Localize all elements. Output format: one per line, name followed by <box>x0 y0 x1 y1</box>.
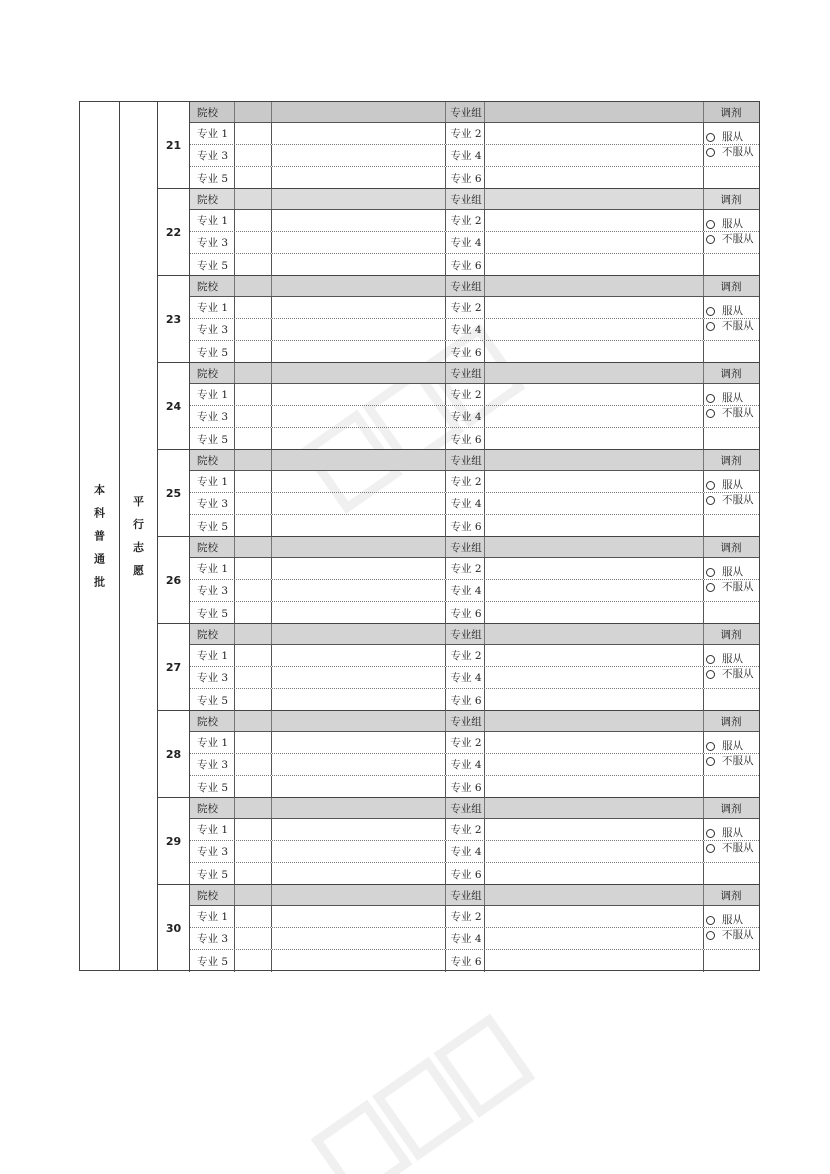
choice-group <box>158 276 759 363</box>
major-label: 专业 5 <box>197 781 229 794</box>
not-obey-option[interactable] <box>703 319 759 334</box>
not-obey-label: 不服从 <box>722 407 754 419</box>
major-group-label: 专业组 <box>450 628 482 641</box>
major-label: 专业 4 <box>450 759 482 771</box>
mode-char: 平 <box>133 495 144 508</box>
not-obey-label: 不服从 <box>722 581 754 593</box>
major-label: 专业 1 <box>197 911 229 923</box>
major-label: 专业 3 <box>197 498 229 510</box>
major-row <box>190 841 759 863</box>
major-label: 专业 3 <box>197 846 229 858</box>
major-label: 专业 1 <box>197 476 229 488</box>
obey-option[interactable] <box>703 478 759 493</box>
not-obey-option[interactable] <box>703 928 759 943</box>
not-obey-option[interactable] <box>703 493 759 508</box>
radio-circle-icon[interactable] <box>706 916 715 925</box>
major-row <box>190 950 759 972</box>
major-group-label: 专业组 <box>450 541 482 554</box>
adjust-label: 调剂 <box>720 802 742 815</box>
major-label: 专业 3 <box>197 933 229 945</box>
adjust-options <box>703 819 759 863</box>
choice-group <box>158 189 759 276</box>
group-header-row <box>190 885 759 906</box>
major-row <box>190 515 759 537</box>
group-header-row <box>190 102 759 123</box>
school-label: 院校 <box>197 541 218 554</box>
major-group-label: 专业组 <box>450 280 482 293</box>
major-label: 专业 5 <box>197 955 229 968</box>
not-obey-option[interactable] <box>703 406 759 421</box>
major-label: 专业 1 <box>197 650 229 662</box>
major-label: 专业 2 <box>450 650 482 662</box>
adjust-label: 调剂 <box>720 541 742 554</box>
major-group-label: 专业组 <box>450 193 482 206</box>
major-label: 专业 5 <box>197 607 229 620</box>
radio-circle-icon[interactable] <box>706 742 715 751</box>
major-row <box>190 493 759 515</box>
choice-number: 23 <box>158 276 190 362</box>
major-row <box>190 232 759 254</box>
major-label: 专业 1 <box>197 128 229 140</box>
major-label: 专业 3 <box>197 672 229 684</box>
choice-group <box>158 363 759 450</box>
major-group-label: 专业组 <box>450 715 482 728</box>
obey-label: 服从 <box>722 827 743 839</box>
adjust-options <box>703 906 759 950</box>
major-label: 专业 2 <box>450 389 482 401</box>
radio-circle-icon[interactable] <box>706 409 715 418</box>
not-obey-label: 不服从 <box>722 668 754 680</box>
obey-option[interactable] <box>703 130 759 145</box>
major-group-label: 专业组 <box>450 802 482 815</box>
major-label: 专业 6 <box>450 781 482 794</box>
mode-char: 志 <box>133 541 144 554</box>
not-obey-label: 不服从 <box>722 146 754 158</box>
major-group-label: 专业组 <box>450 454 482 467</box>
adjust-label: 调剂 <box>720 280 742 293</box>
obey-option[interactable] <box>703 217 759 232</box>
radio-circle-icon[interactable] <box>706 133 715 142</box>
major-label: 专业 1 <box>197 737 229 749</box>
choice-group <box>158 798 759 885</box>
radio-circle-icon[interactable] <box>706 829 715 838</box>
adjust-options <box>703 297 759 341</box>
group-header-row <box>190 450 759 471</box>
not-obey-label: 不服从 <box>722 755 754 767</box>
choice-groups <box>158 102 759 970</box>
major-label: 专业 5 <box>197 694 229 707</box>
major-row <box>190 863 759 885</box>
choice-group <box>158 885 759 972</box>
major-row <box>190 341 759 363</box>
adjust-options <box>703 123 759 167</box>
major-label: 专业 4 <box>450 585 482 597</box>
choice-number: 24 <box>158 363 190 449</box>
choice-number: 21 <box>158 102 190 188</box>
radio-circle-icon[interactable] <box>706 481 715 490</box>
adjust-options <box>703 471 759 515</box>
radio-circle-icon[interactable] <box>706 568 715 577</box>
major-label: 专业 6 <box>450 346 482 359</box>
major-row <box>190 689 759 711</box>
batch-char: 本 <box>94 483 105 497</box>
major-label: 专业 4 <box>450 237 482 249</box>
obey-label: 服从 <box>722 653 743 665</box>
school-label: 院校 <box>197 193 218 206</box>
adjust-label: 调剂 <box>720 454 742 467</box>
radio-circle-icon[interactable] <box>706 235 715 244</box>
major-label: 专业 2 <box>450 302 482 314</box>
radio-circle-icon[interactable] <box>706 394 715 403</box>
radio-circle-icon[interactable] <box>706 583 715 592</box>
group-header-row <box>190 798 759 819</box>
major-label: 专业 1 <box>197 302 229 314</box>
adjust-options <box>703 732 759 776</box>
major-row <box>190 145 759 167</box>
radio-circle-icon[interactable] <box>706 931 715 940</box>
major-label: 专业 6 <box>450 172 482 185</box>
choice-number: 27 <box>158 624 190 710</box>
radio-circle-icon[interactable] <box>706 844 715 853</box>
obey-label: 服从 <box>722 566 743 578</box>
choice-number: 22 <box>158 189 190 275</box>
adjust-label: 调剂 <box>720 715 742 728</box>
major-label: 专业 6 <box>450 694 482 707</box>
radio-circle-icon[interactable] <box>706 757 715 766</box>
obey-label: 服从 <box>722 305 743 317</box>
choice-number: 30 <box>158 885 190 972</box>
major-label: 专业 5 <box>197 868 229 881</box>
group-header-row <box>190 711 759 732</box>
major-label: 专业 4 <box>450 672 482 684</box>
adjust-label: 调剂 <box>720 367 742 380</box>
major-row <box>190 167 759 189</box>
major-row <box>190 471 759 493</box>
adjust-label: 调剂 <box>720 106 742 119</box>
batch-char: 科 <box>94 506 105 520</box>
obey-label: 服从 <box>722 392 743 404</box>
adjust-options <box>703 645 759 689</box>
major-label: 专业 5 <box>197 346 229 359</box>
school-label: 院校 <box>197 106 218 119</box>
major-label: 专业 4 <box>450 324 482 336</box>
major-group-label: 专业组 <box>450 367 482 380</box>
major-label: 专业 6 <box>450 607 482 620</box>
major-row <box>190 819 759 841</box>
not-obey-label: 不服从 <box>722 494 754 506</box>
not-obey-option[interactable] <box>703 667 759 682</box>
obey-label: 服从 <box>722 479 743 491</box>
major-row <box>190 667 759 689</box>
major-row <box>190 776 759 798</box>
choice-number: 26 <box>158 537 190 623</box>
obey-option[interactable] <box>703 304 759 319</box>
major-label: 专业 1 <box>197 824 229 836</box>
batch-char: 通 <box>94 552 105 566</box>
obey-label: 服从 <box>722 740 743 752</box>
adjust-options <box>703 210 759 254</box>
major-label: 专业 5 <box>197 259 229 272</box>
obey-label: 服从 <box>722 218 743 230</box>
choice-group <box>158 102 759 189</box>
group-header-row <box>190 363 759 384</box>
major-label: 专业 3 <box>197 759 229 771</box>
major-label: 专业 6 <box>450 520 482 533</box>
not-obey-option[interactable] <box>703 580 759 595</box>
major-row <box>190 210 759 232</box>
major-label: 专业 4 <box>450 498 482 510</box>
batch-column <box>80 102 120 970</box>
obey-label: 服从 <box>722 914 743 926</box>
major-label: 专业 6 <box>450 433 482 446</box>
major-row <box>190 558 759 580</box>
adjust-label: 调剂 <box>720 628 742 641</box>
major-label: 专业 1 <box>197 563 229 575</box>
major-row <box>190 428 759 450</box>
major-label: 专业 4 <box>450 150 482 162</box>
major-row <box>190 645 759 667</box>
not-obey-option[interactable] <box>703 754 759 769</box>
major-label: 专业 1 <box>197 215 229 227</box>
radio-circle-icon[interactable] <box>706 148 715 157</box>
major-label: 专业 6 <box>450 955 482 968</box>
choice-number: 25 <box>158 450 190 536</box>
not-obey-label: 不服从 <box>722 929 754 941</box>
obey-option[interactable] <box>703 391 759 406</box>
major-group-label: 专业组 <box>450 106 482 119</box>
mode-label <box>120 490 157 582</box>
obey-option[interactable] <box>703 913 759 928</box>
school-label: 院校 <box>197 454 218 467</box>
not-obey-label: 不服从 <box>722 233 754 245</box>
mode-column <box>120 102 158 970</box>
choice-group <box>158 537 759 624</box>
not-obey-option[interactable] <box>703 841 759 856</box>
group-header-row <box>190 537 759 558</box>
radio-circle-icon[interactable] <box>706 670 715 679</box>
batch-label <box>80 479 119 594</box>
major-row <box>190 406 759 428</box>
major-label: 专业 2 <box>450 215 482 227</box>
school-label: 院校 <box>197 367 218 380</box>
choice-number: 28 <box>158 711 190 797</box>
group-header-row <box>190 276 759 297</box>
major-label: 专业 3 <box>197 411 229 423</box>
major-group-label: 专业组 <box>450 889 482 902</box>
radio-circle-icon[interactable] <box>706 655 715 664</box>
major-row <box>190 732 759 754</box>
major-row <box>190 580 759 602</box>
obey-option[interactable] <box>703 565 759 580</box>
choice-group <box>158 450 759 537</box>
major-label: 专业 4 <box>450 846 482 858</box>
major-label: 专业 3 <box>197 150 229 162</box>
adjust-label: 调剂 <box>720 193 742 206</box>
major-label: 专业 6 <box>450 259 482 272</box>
not-obey-option[interactable] <box>703 232 759 247</box>
major-label: 专业 4 <box>450 933 482 945</box>
batch-char: 普 <box>94 529 105 543</box>
school-label: 院校 <box>197 280 218 293</box>
major-row <box>190 384 759 406</box>
major-row <box>190 906 759 928</box>
major-row <box>190 297 759 319</box>
major-label: 专业 2 <box>450 476 482 488</box>
choice-group <box>158 624 759 711</box>
major-row <box>190 928 759 950</box>
group-header-row <box>190 189 759 210</box>
obey-option[interactable] <box>703 652 759 667</box>
major-label: 专业 3 <box>197 237 229 249</box>
radio-circle-icon[interactable] <box>706 220 715 229</box>
major-row <box>190 754 759 776</box>
major-row <box>190 123 759 145</box>
obey-option[interactable] <box>703 826 759 841</box>
not-obey-label: 不服从 <box>722 320 754 332</box>
adjust-options <box>703 558 759 602</box>
major-row <box>190 319 759 341</box>
major-label: 专业 5 <box>197 433 229 446</box>
radio-circle-icon[interactable] <box>706 307 715 316</box>
obey-label: 服从 <box>722 131 743 143</box>
not-obey-label: 不服从 <box>722 842 754 854</box>
major-label: 专业 2 <box>450 128 482 140</box>
school-label: 院校 <box>197 802 218 815</box>
major-label: 专业 1 <box>197 389 229 401</box>
choice-number: 29 <box>158 798 190 884</box>
group-header-row <box>190 624 759 645</box>
adjust-options <box>703 384 759 428</box>
major-label: 专业 5 <box>197 172 229 185</box>
major-label: 专业 6 <box>450 868 482 881</box>
batch-char: 批 <box>94 575 105 589</box>
mode-char: 行 <box>133 518 144 531</box>
major-row <box>190 602 759 624</box>
major-label: 专业 3 <box>197 324 229 336</box>
major-label: 专业 2 <box>450 824 482 836</box>
school-label: 院校 <box>197 715 218 728</box>
mode-char: 愿 <box>133 564 144 577</box>
school-label: 院校 <box>197 628 218 641</box>
major-label: 专业 2 <box>450 563 482 575</box>
obey-option[interactable] <box>703 739 759 754</box>
major-label: 专业 4 <box>450 411 482 423</box>
major-label: 专业 3 <box>197 585 229 597</box>
major-label: 专业 2 <box>450 911 482 923</box>
not-obey-option[interactable] <box>703 145 759 160</box>
radio-circle-icon[interactable] <box>706 322 715 331</box>
adjust-label: 调剂 <box>720 889 742 902</box>
radio-circle-icon[interactable] <box>706 496 715 505</box>
application-form-table <box>79 101 760 971</box>
major-label: 专业 5 <box>197 520 229 533</box>
school-label: 院校 <box>197 889 218 902</box>
major-row <box>190 254 759 276</box>
major-label: 专业 2 <box>450 737 482 749</box>
choice-group <box>158 711 759 798</box>
